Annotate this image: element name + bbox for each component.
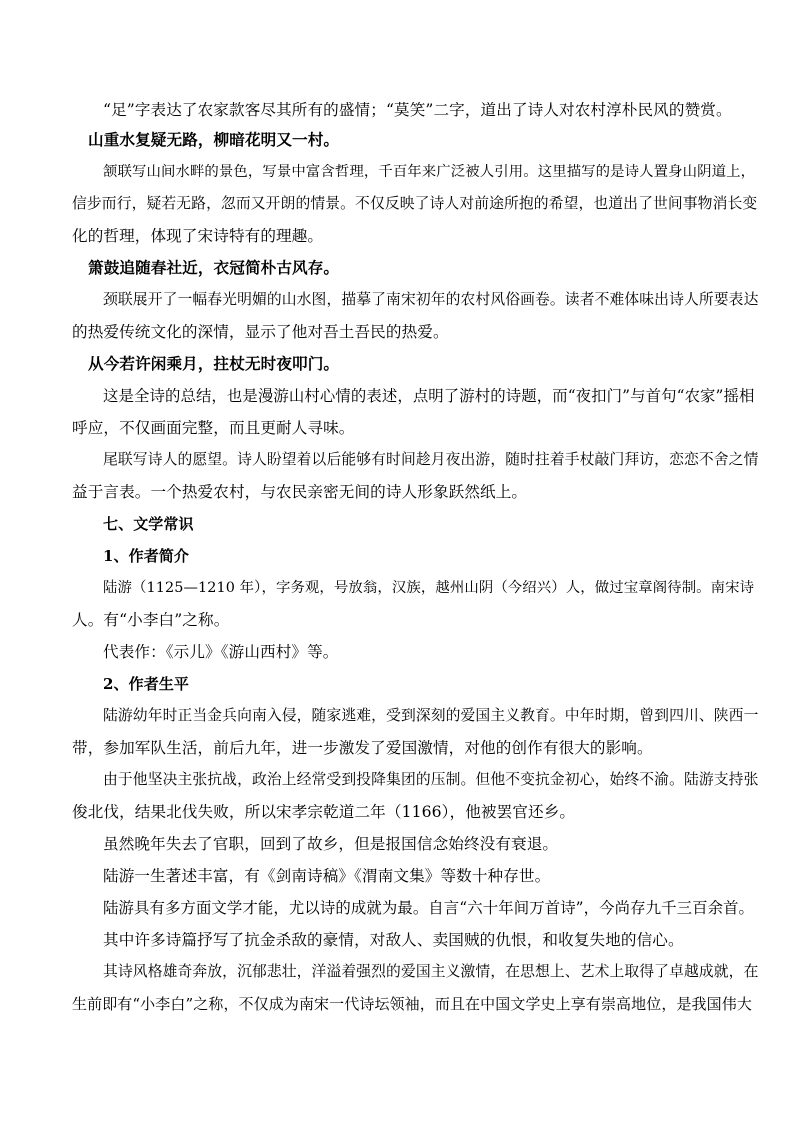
- paragraph-line: 的热爱传统文化的深情，显示了他对吾土吾民的热爱。: [72, 323, 449, 341]
- poem-line-heading: 山重水复疑无路，柳暗花明又一村。: [88, 130, 340, 149]
- paragraph-line: 尾联写诗人的愿望。诗人盼望着以后能够有时间趁月夜出游，随时拄着手杖敲门拜访，恋恋不舍之情: [103, 451, 759, 468]
- paragraph-line: 俊北伐，结果北伐失败，所以宋孝宗乾道二年（1166），他被罢官还乡。: [72, 803, 576, 821]
- paragraph-line: 颈联展开了一幅春光明媚的山水图，描摹了南宋初年的农村风俗画卷。读者不难体味出诗人所要表达: [103, 291, 759, 308]
- section-heading: 七、文学常识: [103, 515, 194, 533]
- paragraph-line: 其中许多诗篇抒写了抗金杀敌的豪情，对敌人、卖国贼的仇恨，和收复失地的信心。: [103, 931, 684, 949]
- paragraph-line: 化的哲理，体现了宋诗特有的理趣。: [72, 227, 324, 245]
- paragraph-line: 陆游具有多方面文学才能，尤以诗的成就为最。自言“六十年间万首诗”，今尚存九千三百余首。: [103, 899, 755, 917]
- paragraph-line: 陆游（1125—1210 年），字务观，号放翁，汉族，越州山阴（今绍兴）人，做过宝章阁待制。南宋诗: [103, 580, 755, 596]
- paragraph-line: 虽然晚年失去了官职，回到了故乡，但是报国信念始终没有衰退。: [103, 835, 559, 853]
- paragraph-line: “足”字表达了农家款客尽其所有的盛情；“莫笑”二字，道出了诗人对农村淳朴民风的赞赏。: [103, 101, 732, 119]
- paragraph-line: 这是全诗的总结，也是漫游山村心情的表述，点明了游村的诗题，而“夜扣门”与首句“农家”摇相: [103, 387, 755, 405]
- poem-line-heading: 从今若许闲乘月，拄杖无时夜叩门。: [88, 354, 340, 373]
- paragraph-line: 其诗风格雄奇奔放，沉郁悲壮，洋溢着强烈的爱国主义激情，在思想上、艺术上取得了卓越成就，在: [103, 963, 759, 980]
- paragraph-line: 信步而行，疑若无路，忽而又开朗的情景。不仅反映了诗人对前途所抱的希望，也道出了世间事物消长变: [72, 195, 758, 212]
- paragraph-line: 陆游一生著述丰富，有《剑南诗稿》《渭南文集》等数十种存世。: [103, 867, 551, 885]
- paragraph-line: 呼应，不仅画面完整，而且更耐人寻味。: [72, 419, 355, 437]
- paragraph-line: 颔联写山间水畔的景色，写景中富含哲理，千百年来广泛被人引用。这里描写的是诗人置身山阴道上，: [103, 164, 756, 180]
- paragraph-line: 益于言表。一个热爱农村，与农民亲密无间的诗人形象跃然纸上。: [72, 483, 528, 501]
- subsection-heading: 1、作者简介: [103, 547, 190, 565]
- paragraph-line: 生前即有“小李白”之称，不仅成为南宋一代诗坛领袖，而且在中国文学史上享有崇高地位，是我国伟大: [72, 995, 752, 1013]
- paragraph-line: 带，参加军队生活，前后九年，进一步激发了爱国激情，对他的创作有很大的影响。: [72, 739, 653, 757]
- paragraph-line: 由于他坚决主张抗战，政治上经常受到投降集团的压制。但他不变抗金初心，始终不渝。陆游支持张: [103, 771, 759, 788]
- paragraph-line: 陆游幼年时正当金兵向南入侵，随家逃难，受到深刻的爱国主义教育。中年时期，曾到四川、陕西一: [103, 707, 759, 724]
- paragraph-line: 代表作：《示儿》《游山西村》等。: [103, 643, 339, 661]
- paragraph-line: 人。有“小李白”之称。: [72, 611, 230, 629]
- subsection-heading: 2、作者生平: [103, 675, 190, 693]
- poem-line-heading: 箫鼓追随春社近，衣冠简朴古风存。: [88, 258, 340, 277]
